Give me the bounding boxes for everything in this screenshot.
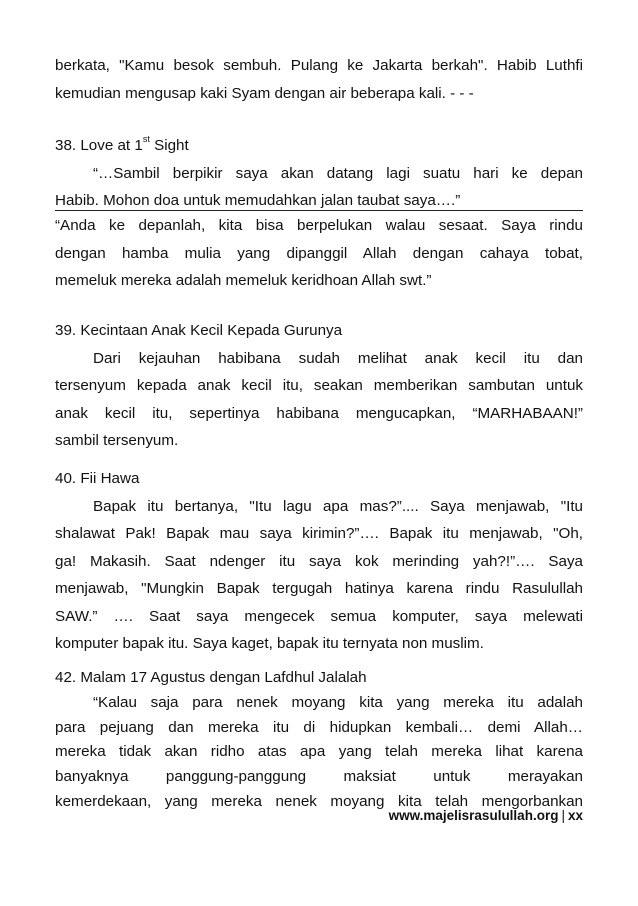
text-line: anak kecil itu, sepertinya habibana mengucapkan, “MARHABAAN!” xyxy=(55,404,583,422)
section-heading: 39. Kecintaan Anak Kecil Kepada Gurunya xyxy=(55,322,343,339)
section-42 xyxy=(55,666,583,815)
section-40 xyxy=(55,465,583,658)
section-39 xyxy=(55,317,583,455)
text-line: Dari kejauhan habibana sudah melihat anak kecil itu dan xyxy=(93,349,583,367)
text-line: sambil tersenyum. xyxy=(55,432,179,449)
section-38 xyxy=(55,132,583,215)
section-heading: 38. Love at 1st Sight xyxy=(55,133,189,154)
text-line: menjawab, "Mungkin Bapak tergugah hatinya karena rindu Rasulullah xyxy=(55,580,583,597)
horizontal-rule xyxy=(55,210,583,211)
text-line: kemerdekaan, yang mereka nenek moyang kita telah mengorbankan xyxy=(55,792,583,810)
page-number: xx xyxy=(567,808,583,823)
text-line: para pejuang dan mereka itu di hidupkan kembali… demi Allah… xyxy=(55,718,583,736)
text-line: “…Sambil berpikir saya akan datang lagi suatu hari ke depan xyxy=(93,164,583,182)
section-heading: 40. Fii Hawa xyxy=(55,470,140,487)
text-line: tersenyum kepada anak kecil itu, seakan memberikan sambutan untuk xyxy=(55,377,583,394)
footer-url: www.majelisrasulullah.org xyxy=(388,808,559,823)
text-line: banyaknya panggung-panggung maksiat untuk merayakan xyxy=(55,768,583,786)
text-line: ga! Makasih. Saat ndenger itu saya kok merinding yah?!”…. Saya xyxy=(55,552,583,570)
footer-separator: | xyxy=(561,808,565,823)
paragraph-continuation xyxy=(55,52,583,107)
text-line: Bapak itu bertanya, "Itu lagu apa mas?”.... Saya menjawab, "Itu xyxy=(93,497,583,515)
text-line: shalawat Pak! Bapak mau saya kirimin?”…. Bapak itu menjawab, "Oh, xyxy=(55,525,583,542)
section-heading: 42. Malam 17 Agustus dengan Lafdhul Jalalah xyxy=(55,669,367,686)
text-line: mereka tidak akan ridho atas apa yang telah mereka lihat karena xyxy=(55,743,583,761)
text-line: berkata, "Kamu besok sembuh. Pulang ke Jakarta berkah". Habib Luthfi xyxy=(55,57,583,74)
text-line: kemudian mengusap kaki Syam dengan air beberapa kali. - - - xyxy=(55,84,474,102)
heading-superscript: st xyxy=(142,133,150,144)
page-footer xyxy=(389,808,583,823)
section-38-quote xyxy=(55,212,583,295)
text-line: memeluk mereka adalah memeluk keridhoan Allah swt.” xyxy=(55,272,432,289)
text-line: “Kalau saja para nenek moyang kita yang mereka itu adalah xyxy=(93,693,583,711)
text-line: dengan hamba mulia yang dipanggil Allah dengan cahaya tobat, xyxy=(55,244,583,262)
text-line: Habib. Mohon doa untuk memudahkan jalan taubat saya….” xyxy=(55,192,461,209)
text-line: “Anda ke depanlah, kita bisa berpelukan walau sesaat. Saya rindu xyxy=(55,217,583,234)
text-line: SAW.” …. Saat saya mengecek semua komputer, saya melewati xyxy=(55,607,583,625)
text-line: komputer bapak itu. Saya kaget, bapak itu ternyata non muslim. xyxy=(55,635,484,652)
